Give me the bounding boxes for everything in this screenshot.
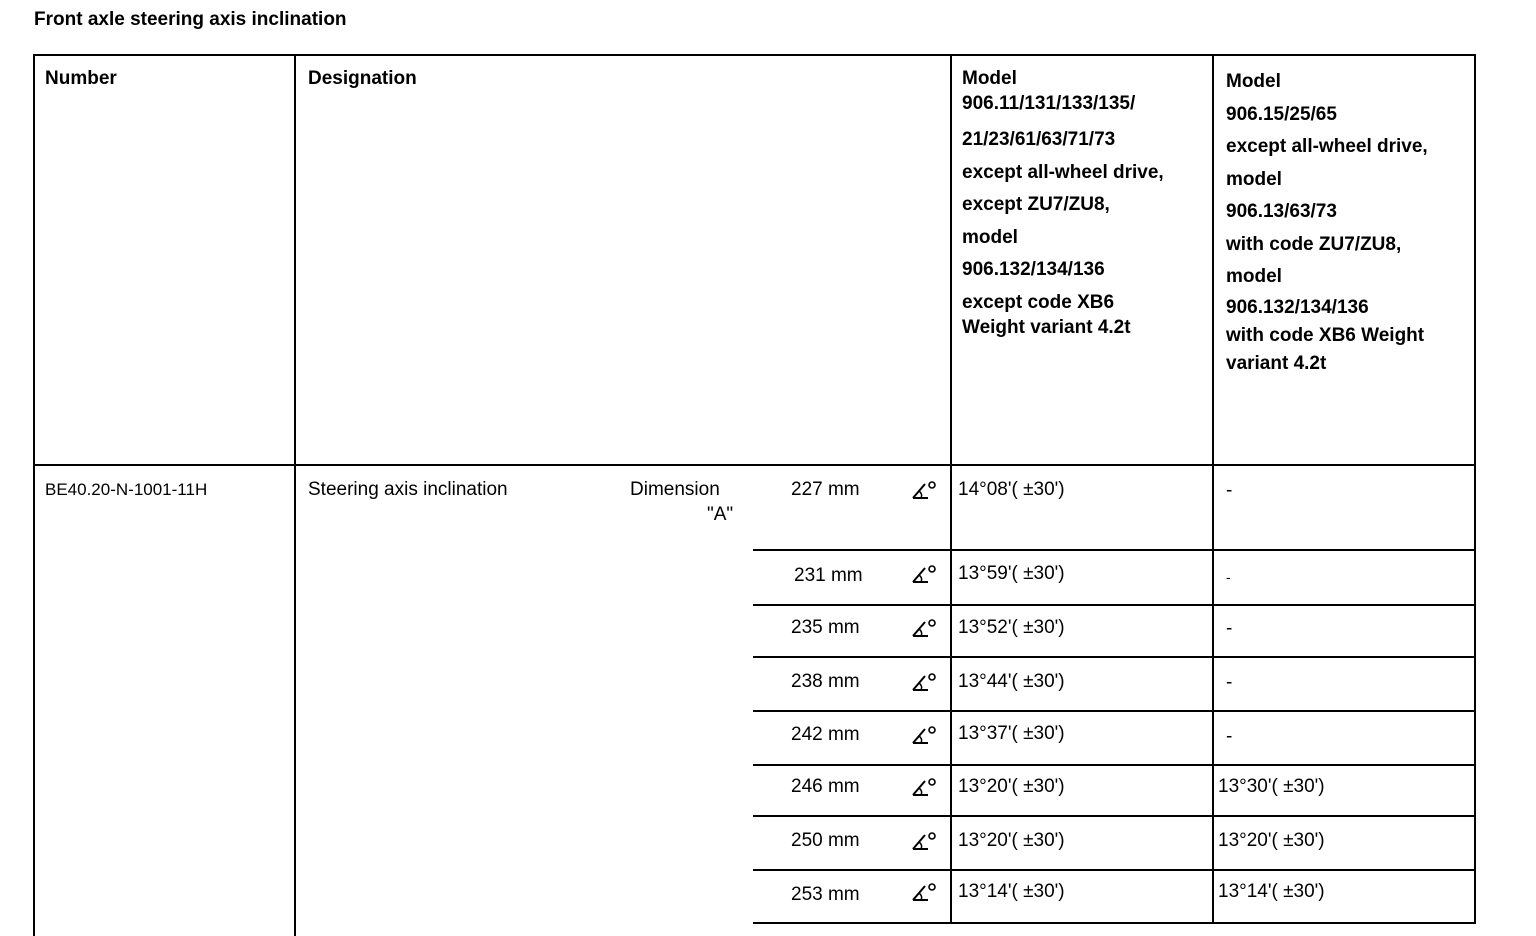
col-divider-number <box>294 54 296 936</box>
header-model-b-line: variant 4.2t <box>1226 352 1327 374</box>
dimension-value: 238 mm <box>791 671 860 692</box>
dimension-value: 235 mm <box>791 617 860 638</box>
dimension-value: 246 mm <box>791 776 860 797</box>
model-a-value: 14°08'( ±30') <box>958 479 1065 500</box>
row-designation: Steering axis inclination <box>308 479 508 500</box>
row-divider <box>753 604 1476 606</box>
angle-icon <box>911 776 937 798</box>
header-model-b-line: except all-wheel drive, <box>1226 136 1428 157</box>
model-a-value: 13°52'( ±30') <box>958 617 1065 638</box>
table-top-border <box>33 54 1476 56</box>
header-model-b-line: 906.15/25/65 <box>1226 103 1337 125</box>
model-b-value: 13°14'( ±30') <box>1218 881 1325 902</box>
header-bottom-border <box>33 464 1476 466</box>
row-divider <box>753 869 1476 871</box>
table-right-border <box>1474 54 1476 924</box>
angle-icon <box>911 830 937 852</box>
header-number: Number <box>45 68 117 89</box>
angle-icon <box>911 563 937 585</box>
row-number: BE40.20-N-1001-11H <box>45 480 208 499</box>
header-model-a <box>962 66 1164 337</box>
model-a-value: 13°14'( ±30') <box>958 881 1065 902</box>
page-title: Front axle steering axis inclination <box>34 9 347 30</box>
row-divider <box>753 764 1476 766</box>
dimension-name: "A" <box>707 504 734 525</box>
header-model-b-line: 906.13/63/73 <box>1226 201 1337 222</box>
header-designation: Designation <box>308 68 417 89</box>
dimension-value: 242 mm <box>791 724 860 745</box>
table-left-border <box>33 54 35 936</box>
header-model-b-line: model <box>1226 266 1282 287</box>
model-a-value: 13°59'( ±30') <box>958 563 1065 584</box>
row-divider <box>753 549 1476 551</box>
model-b-value: 13°20'( ±30') <box>1218 830 1325 851</box>
col-divider-designation <box>950 54 952 924</box>
row-divider <box>753 710 1476 712</box>
row-divider <box>753 656 1476 658</box>
header-model-b-line: model <box>1226 168 1282 190</box>
angle-icon <box>911 724 937 746</box>
angle-icon <box>911 881 937 903</box>
header-model-a-line: Model <box>962 68 1017 89</box>
model-a-value: 13°20'( ±30') <box>958 830 1065 851</box>
row-divider <box>753 922 1476 924</box>
header-model-a-line: 906.132/134/136 <box>962 259 1105 280</box>
model-a-value: 13°44'( ±30') <box>958 671 1065 692</box>
model-b-value: - <box>1226 569 1231 585</box>
header-model-b-line: with code XB6 Weight <box>1226 324 1425 346</box>
header-model-a-line: 906.11/131/133/135/ <box>962 93 1136 114</box>
header-model-b-line: 906.132/134/136 <box>1226 296 1369 318</box>
model-a-value: 13°37'( ±30') <box>958 723 1065 744</box>
dimension-value: 253 mm <box>791 884 860 905</box>
header-model-b <box>1226 66 1428 378</box>
header-model-a-line: 21/23/61/63/71/73 <box>962 129 1116 150</box>
angle-icon <box>911 617 937 639</box>
header-model-a-line: Weight variant 4.2t <box>962 317 1131 338</box>
header-model-a-line: model <box>962 226 1018 248</box>
row-divider <box>753 815 1476 817</box>
header-model-b-line: with code ZU7/ZU8, <box>1226 233 1402 255</box>
col-divider-model <box>1212 54 1214 924</box>
dimension-label: Dimension <box>630 479 720 500</box>
model-b-value: - <box>1226 672 1233 693</box>
model-a-value: 13°20'( ±30') <box>958 776 1065 797</box>
header-model-a-line: except ZU7/ZU8, <box>962 194 1110 215</box>
model-b-value: - <box>1226 726 1233 747</box>
dimension-value: 250 mm <box>791 830 860 851</box>
model-b-value: - <box>1226 618 1233 639</box>
dimension-value: 231 mm <box>794 565 863 586</box>
dimension-value: 227 mm <box>791 479 860 500</box>
model-b-value: - <box>1226 480 1233 501</box>
header-model-a-line: except code XB6 <box>962 291 1115 313</box>
header-model-a-line: except all-wheel drive, <box>962 161 1164 183</box>
header-model-b-line: Model <box>1226 71 1281 92</box>
model-b-value: 13°30'( ±30') <box>1218 776 1325 797</box>
angle-icon <box>911 479 937 501</box>
angle-icon <box>911 671 937 693</box>
